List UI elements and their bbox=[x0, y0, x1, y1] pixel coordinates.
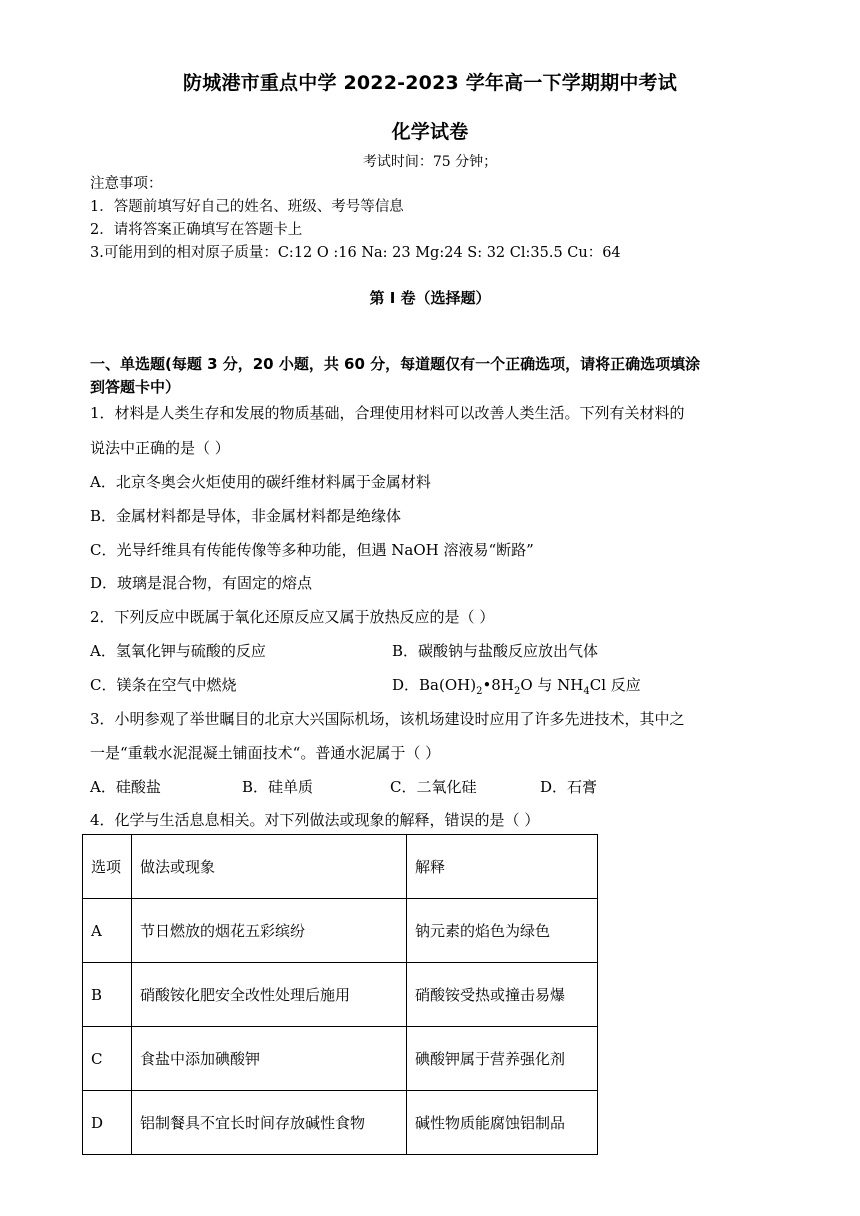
q1-option-b: B．金属材料都是导体，非金属材料都是绝缘体 bbox=[90, 507, 402, 525]
q2-option-a: A．氢氧化钾与硫酸的反应 bbox=[90, 642, 266, 660]
q3-stem-line2: 一是“重载水泥混凝土铺面技术“。普通水泥属于（ ） bbox=[90, 744, 441, 762]
note-item: 1．答题前填写好自己的姓名、班级、考号等信息 bbox=[90, 199, 404, 215]
q3-stem-line1: 3．小明参观了举世瞩目的北京大兴国际机场，该机场建设时应用了许多先进技术，其中之 bbox=[90, 710, 685, 728]
q3-option-d: D．石膏 bbox=[540, 778, 598, 796]
exam-time: 考试时间：75 分钟； bbox=[362, 154, 498, 170]
table-header-row bbox=[83, 835, 598, 899]
table-row bbox=[83, 1027, 598, 1091]
note-item: 2．请将答案正确填写在答题卡上 bbox=[90, 222, 303, 238]
q1-option-c: C．光导纤维具有传能传像等多种功能，但遇 NaOH 溶液易“断路” bbox=[90, 541, 534, 559]
table-cell: D bbox=[83, 1091, 132, 1155]
q2-option-d: D．$Ba(OH)_2•8H_2O$ 与 $NH_4Cl$ 反应 bbox=[392, 676, 641, 697]
notes-heading: 注意事项： bbox=[90, 176, 163, 192]
q3-option-c: C．二氧化硅 bbox=[390, 778, 477, 796]
table-cell: 碘酸钾属于营养强化剂 bbox=[407, 1027, 598, 1091]
q2-option-c: C．镁条在空气中燃烧 bbox=[90, 676, 237, 694]
q2-stem: 2．下列反应中既属于氧化还原反应又属于放热反应的是（ ） bbox=[90, 608, 495, 626]
table-header-cell: 选项 bbox=[83, 835, 132, 899]
section-heading: 第 I 卷（选择题） bbox=[369, 289, 491, 307]
table-header-cell: 解释 bbox=[407, 835, 598, 899]
table-row bbox=[83, 963, 598, 1027]
table-cell: 铝制餐具不宜长时间存放碱性食物 bbox=[132, 1091, 407, 1155]
q4-table bbox=[82, 834, 598, 1155]
q2-option-b: B．碳酸钠与盐酸反应放出气体 bbox=[392, 642, 599, 660]
q1-option-a: A．北京冬奥会火炬使用的碳纤维材料属于金属材料 bbox=[90, 473, 431, 491]
table-cell: 节日燃放的烟花五彩缤纷 bbox=[132, 899, 407, 963]
table-cell: C bbox=[83, 1027, 132, 1091]
part-one-title bbox=[90, 353, 780, 399]
table-cell: 碱性物质能腐蚀铝制品 bbox=[407, 1091, 598, 1155]
q3-option-b: B．硅单质 bbox=[242, 778, 314, 796]
exam-title: 防城港市重点中学 2022-2023 学年高一下学期期中考试 bbox=[183, 72, 677, 94]
table-cell: B bbox=[83, 963, 132, 1027]
q4-stem: 4．化学与生活息息相关。对下列做法或现象的解释，错误的是（ ） bbox=[90, 811, 540, 829]
table-cell: 硝酸铵受热或撞击易爆 bbox=[407, 963, 598, 1027]
table-row bbox=[83, 899, 598, 963]
exam-subtitle: 化学试卷 bbox=[391, 121, 469, 143]
table-row bbox=[83, 1091, 598, 1155]
part-one-title-line2: 到答题卡中） bbox=[90, 378, 181, 396]
q3-option-a: A．硅酸盐 bbox=[90, 778, 161, 796]
notes-block bbox=[90, 173, 621, 265]
table-cell: A bbox=[83, 899, 132, 963]
q1-option-d: D．玻璃是混合物，有固定的熔点 bbox=[90, 574, 313, 592]
part-one-title-line1: 一、单选题(每题 3 分，20 小题，共 60 分，每道题仅有一个正确选项，请将正确选项填涂 bbox=[90, 355, 701, 373]
note-item: 3.可能用到的相对原子质量：C:12 O :16 Na: 23 Mg:24 S: 32 Cl:35.5 Cu：64 bbox=[90, 245, 621, 261]
q1-stem-line2: 说法中正确的是（ ） bbox=[90, 439, 230, 457]
table-cell: 钠元素的焰色为绿色 bbox=[407, 899, 598, 963]
q1-stem-line1: 1．材料是人类生存和发展的物质基础，合理使用材料可以改善人类生活。下列有关材料的 bbox=[90, 404, 685, 422]
table-cell: 食盐中添加碘酸钾 bbox=[132, 1027, 407, 1091]
table-header-cell: 做法或现象 bbox=[132, 835, 407, 899]
table-cell: 硝酸铵化肥安全改性处理后施用 bbox=[132, 963, 407, 1027]
